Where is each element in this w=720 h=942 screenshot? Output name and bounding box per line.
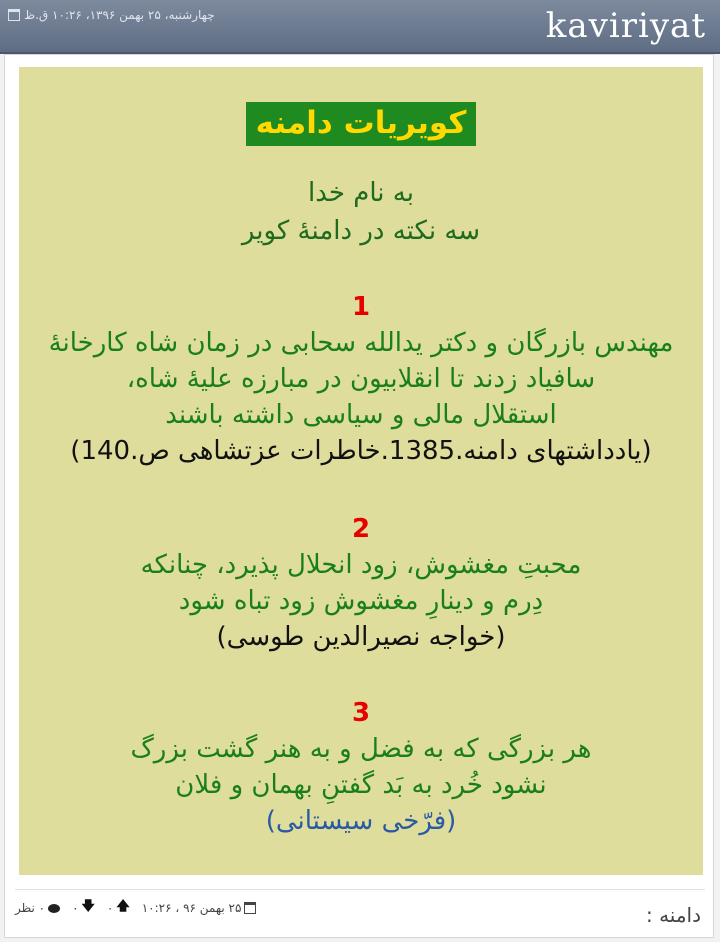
post-category[interactable]: دامنه : <box>645 903 701 927</box>
section-3-line-1: هر بزرگی که به فضل و به هنر گشت بزرگ <box>130 734 592 764</box>
header-date-text: چهارشنبه، ۲۵ بهمن ۱۳۹۶، ۱۰:۲۶ ق.ظ <box>24 8 215 22</box>
upvote-button[interactable] <box>107 897 130 919</box>
intro-line-2-text: سه نکته در دامنهٔ کویر <box>241 216 481 246</box>
post-title-wrap <box>19 102 703 146</box>
site-header <box>0 0 720 54</box>
footer-date <box>142 901 257 915</box>
calendar-icon <box>244 902 256 914</box>
footer-date-text: ۲۵ بهمن ۹۶ ، ۱۰:۲۶ <box>141 901 242 915</box>
comments-count: ۰ نظر <box>15 901 46 915</box>
section-1-number: 1 <box>351 292 371 322</box>
section-3-number: 3 <box>351 698 371 728</box>
header-date <box>8 8 215 22</box>
upvote-count: ۰ <box>106 901 114 915</box>
section-2-line-3: (خواجه نصیرالدین طوسی) <box>216 622 506 652</box>
section-1-line-3: استقلال مالی و سیاسی داشته باشند <box>165 400 557 430</box>
section-1-line-1: مهندس بازرگان و دکتر یدالله سحابی در زمان شاه کارخانهٔ <box>48 328 674 358</box>
section-1-line-2: سافیاد زدند تا انقلابیون در مبارزه علیهٔ شاه، <box>126 364 596 394</box>
section-2-number: 2 <box>351 514 371 544</box>
arrow-down-icon: 🡇 <box>81 899 95 914</box>
comments-link[interactable] <box>15 901 60 915</box>
post-body <box>19 67 703 875</box>
post-title[interactable]: کویریات دامنه <box>246 102 477 146</box>
site-title[interactable]: kaviriyat <box>545 6 706 46</box>
intro-line-2 <box>19 215 703 247</box>
section-2-line-2: دِرم و دینارِ مغشوش زود تباه شود <box>178 586 544 616</box>
downvote-button[interactable] <box>72 897 95 919</box>
comment-icon <box>48 904 60 913</box>
calendar-icon <box>8 9 20 21</box>
section-1-line-4: (یادداشتهای دامنه.1385.خاطرات عزتشاهی ص.140) <box>70 436 652 466</box>
section-2-line-1: محبتِ مغشوش، زود انحلال پذیرد، چنانکه <box>140 550 582 580</box>
intro-line-1: به نام خدا <box>308 178 414 208</box>
section-3-line-2: نشود خُرد به بَد گفتنِ بهمان و فلان <box>175 770 547 800</box>
downvote-count: ۰ <box>72 901 79 915</box>
arrow-up-icon: 🡅 <box>116 899 130 914</box>
post-card <box>4 54 714 938</box>
footer-divider <box>15 889 705 890</box>
post-footer-meta <box>15 897 256 919</box>
section-3-line-3: (فرّخی سیستانی) <box>265 806 457 836</box>
